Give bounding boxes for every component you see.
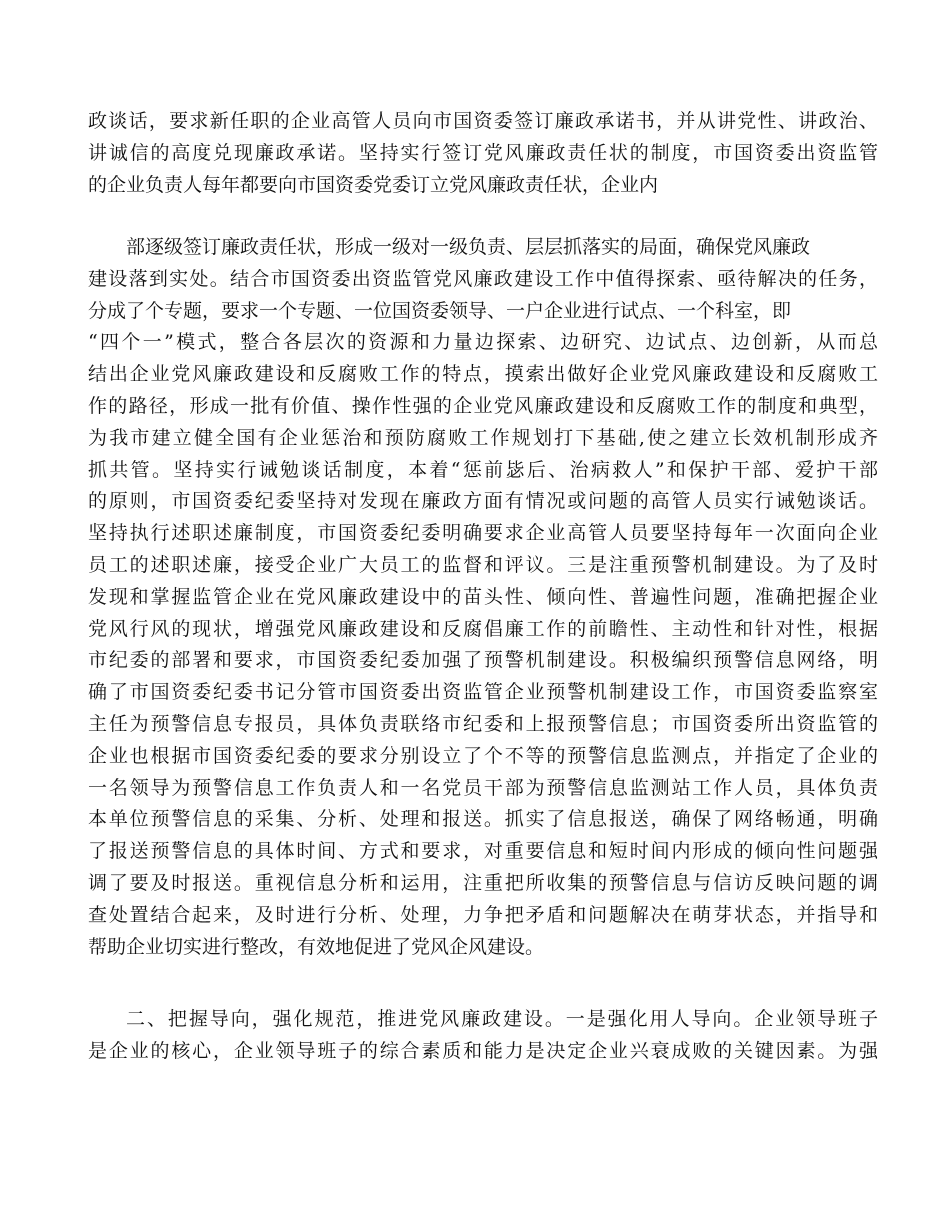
text-line: 本单位预警信息的采集、分析、处理和报送。抓实了信息报送，确保了网络畅通，明确 xyxy=(88,808,878,831)
paragraph-3 xyxy=(88,1004,878,1068)
text-line: 作的路径，形成一批有价值、操作性强的企业党风廉政建设和反腐败工作的制度和典型， xyxy=(88,394,878,417)
text-line: 政谈话，要求新任职的企业高管人员向市国资委签订廉政承诺书，并从讲党性、讲政治、 xyxy=(88,110,878,132)
paragraph-2 xyxy=(88,232,878,963)
text-line: 部逐级签订廉政责任状，形成一级对一级负责、层层抓落实的局面，确保党风廉政 xyxy=(126,236,811,258)
text-line: 建设落到实处。结合市国资委出资监管党风廉政建设工作中值得探索、亟待解决的任务， xyxy=(88,267,878,290)
text-line: 主任为预警信息专报员，具体负责联络市纪委和上报预警信息；市国资委所出资监管的 xyxy=(88,712,878,735)
text-line: 了报送预警信息的具体时间、方式和要求，对重要信息和短时间内形成的倾向性问题强 xyxy=(88,840,878,863)
text-line: 为我市建立健全国有企业惩治和预防腐败工作规划打下基础,使之建立长效机制形成齐 xyxy=(88,426,878,449)
text-line: 的原则，市国资委纪委坚持对发现在廉政方面有情况或问题的高管人员实行诫勉谈话。 xyxy=(88,490,878,513)
text-line: 是企业的核心，企业领导班子的综合素质和能力是决定企业兴衰成败的关键因素。为强 xyxy=(88,1039,878,1062)
text-line: 一名领导为预警信息工作负责人和一名党员干部为预警信息监测站工作人员，具体负责 xyxy=(88,776,878,799)
text-line: 抓共管。坚持实行诫勉谈话制度，本着“惩前毖后、治病救人”和保护干部、爱护干部 xyxy=(88,458,878,481)
text-line: 查处置结合起来，及时进行分析、处理，力争把矛盾和问题解决在萌芽状态，并指导和 xyxy=(88,903,878,926)
text-line: “四个一”模式，整合各层次的资源和力量边探索、边研究、边试点、边创新，从而总 xyxy=(88,331,878,354)
text-line: 市纪委的部署和要求，市国资委纪委加强了预警机制建设。积极编织预警信息网络，明 xyxy=(88,649,878,672)
text-line: 二、把握导向，强化规范，推进党风廉政建设。一是强化用人导向。企业领导班子 xyxy=(126,1008,878,1030)
text-line: 帮助企业切实进行整改，有效地促进了党风企风建设。 xyxy=(88,935,545,958)
text-line: 党风行风的现状，增强党风廉政建设和反腐倡廉工作的前瞻性、主动性和针对性，根据 xyxy=(88,617,878,640)
text-line: 的企业负责人每年都要向市国资委党委订立党风廉政责任状，企业内 xyxy=(88,173,659,196)
text-line: 企业也根据市国资委纪委的要求分别设立了个不等的预警信息监测点，并指定了企业的 xyxy=(88,744,878,767)
text-line: 确了市国资委纪委书记分管市国资委出资监管企业预警机制建设工作，市国资委监察室 xyxy=(88,681,878,704)
text-line: 讲诚信的高度兑现廉政承诺。坚持实行签订党风廉政责任状的制度，市国资委出资监管 xyxy=(88,141,878,164)
text-line: 分成了个专题，要求一个专题、一位国资委领导、一户企业进行试点、一个科室，即 xyxy=(88,299,792,322)
text-line: 员工的述职述廉，接受企业广大员工的监督和评议。三是注重预警机制建设。为了及时 xyxy=(88,553,878,576)
paragraph-1 xyxy=(88,106,878,201)
text-line: 结出企业党风廉政建设和反腐败工作的特点，摸索出做好企业党风廉政建设和反腐败工 xyxy=(88,363,878,386)
text-line: 发现和掌握监管企业在党风廉政建设中的苗头性、倾向性、普遍性问题，准确把握企业 xyxy=(88,585,878,608)
text-line: 坚持执行述职述廉制度，市国资委纪委明确要求企业高管人员要坚持每年一次面向企业 xyxy=(88,522,878,545)
text-line: 调了要及时报送。重视信息分析和运用，注重把所收集的预警信息与信访反映问题的调 xyxy=(88,871,878,894)
